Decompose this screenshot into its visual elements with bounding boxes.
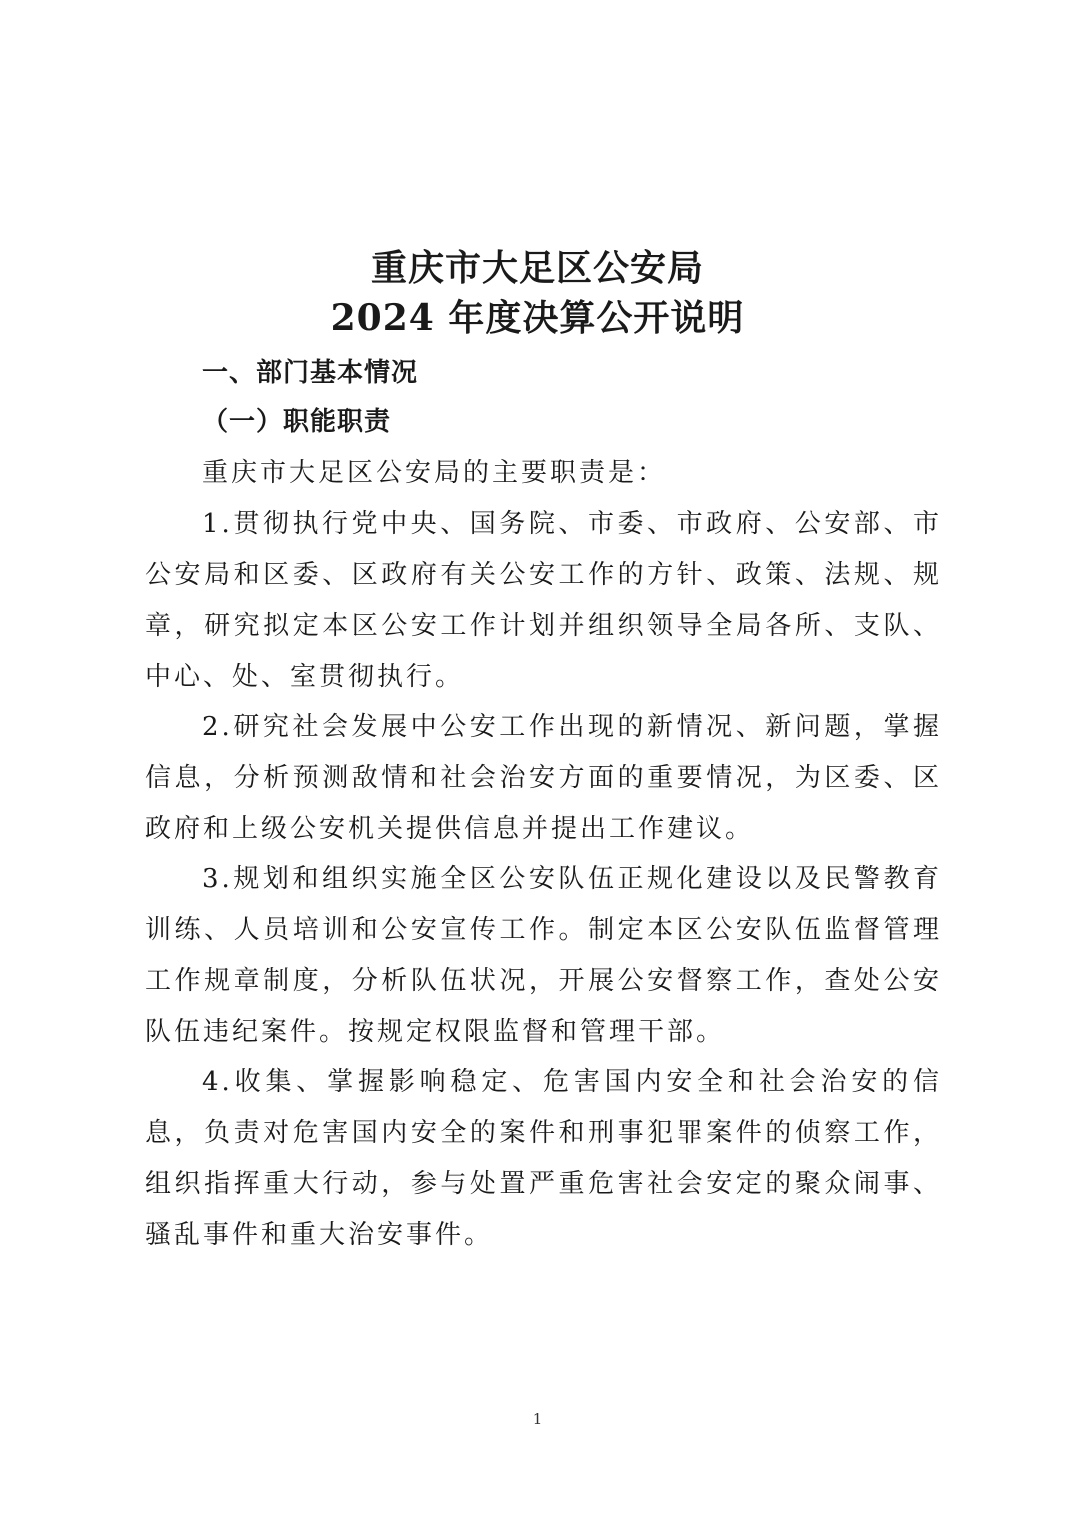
- intro-paragraph: 重庆市大足区公安局的主要职责是：: [202, 458, 667, 488]
- document-subtitle: 2024 年度决算公开说明: [330, 297, 745, 339]
- duty-paragraph-4: 4.收集、掌握影响稳定、危害国内安全和社会治安的信息，负责对危害国内安全的案件和刑事犯罪案件的侦察工作，组织指挥重大行动，参与处置严重危害社会安定的聚众闹事、骚乱事件和重大治安事件。: [145, 1067, 942, 1250]
- page-number: 1: [532, 1410, 543, 1428]
- duty-paragraph-1: 1.贯彻执行党中央、国务院、市委、市政府、公安部、市公安局和区委、区政府有关公安工作的方针、政策、法规、规章，研究拟定本区公安工作计划并组织领导全局各所、支队、中心、处、室贯彻执行。: [145, 509, 942, 692]
- section-heading: 一、部门基本情况: [202, 358, 419, 388]
- document-title: 重庆市大足区公安局: [370, 247, 704, 289]
- subsection-heading: （一）职能职责: [202, 407, 392, 437]
- duty-paragraph-2: 2.研究社会发展中公安工作出现的新情况、新问题，掌握信息，分析预测敌情和社会治安方面的重要情况，为区委、区政府和上级公安机关提供信息并提出工作建议。: [145, 712, 942, 844]
- duty-paragraph-3: 3.规划和组织实施全区公安队伍正规化建设以及民警教育训练、人员培训和公安宣传工作。制定本区公安队伍监督管理工作规章制度，分析队伍状况，开展公安督察工作，查处公安队伍违纪案件。按规定权限监督和管理干部。: [145, 864, 942, 1047]
